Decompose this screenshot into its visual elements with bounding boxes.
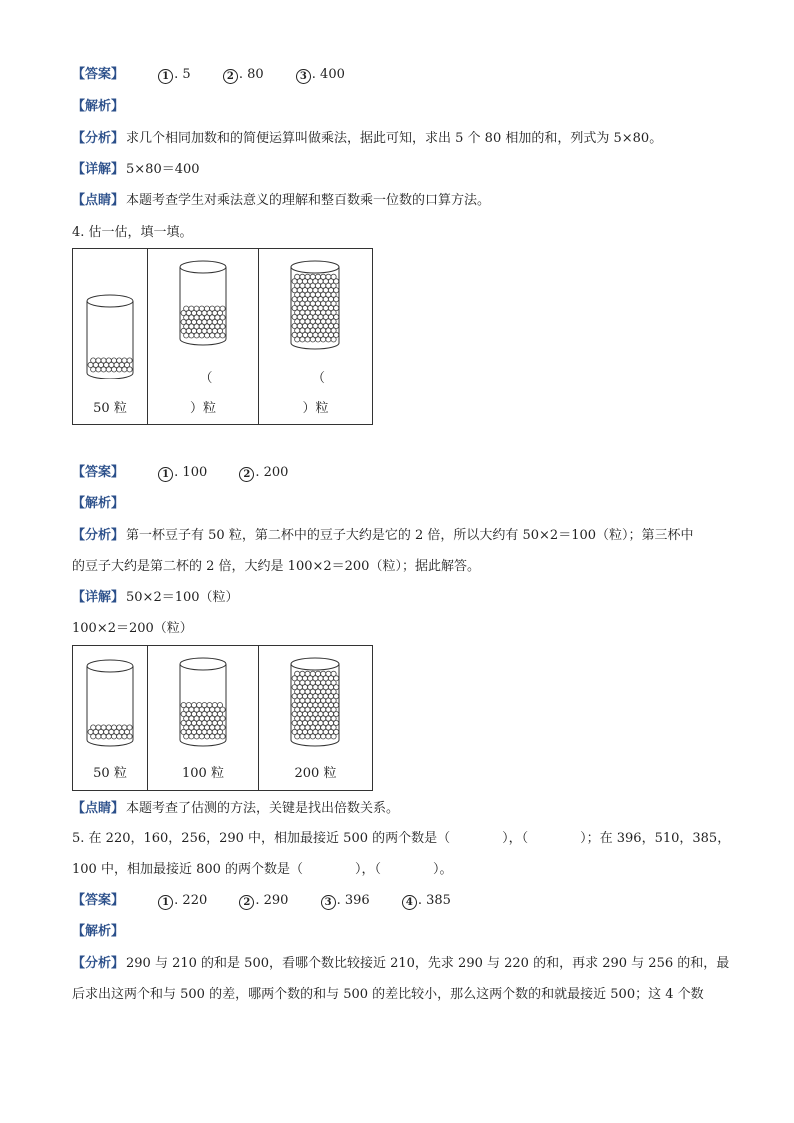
bean: [197, 703, 202, 708]
bean: [106, 358, 111, 363]
beans-group: [181, 306, 225, 338]
cup-cell-1: [73, 249, 148, 425]
answer-cup-cell-2: [148, 646, 259, 791]
bean: [204, 306, 209, 311]
cup-1-icon: [73, 249, 147, 379]
q5-analysis-heading: 【解析】: [72, 924, 125, 939]
beans-group: [88, 358, 132, 372]
bean: [326, 671, 331, 676]
q3-detail: 【详解】 5×80＝400: [72, 162, 200, 177]
bean: [122, 725, 127, 730]
q4-fenxi-2: 的豆子大约是第二杯的 2 倍，大约是 100×2＝200（粒）；据此解答。: [72, 559, 480, 574]
beans-group: [88, 725, 132, 739]
q4-answer-2: 2 . 200: [239, 464, 288, 482]
circled-number-1: 1: [158, 69, 173, 84]
q4-fenxi-1: 【分析】 第一杯豆子有 50 粒，第二杯中的豆子大约是它的 2 倍，所以大约有 50×2＝100（粒）；第三杯中: [72, 528, 694, 543]
bean: [321, 671, 326, 676]
beans-group: [292, 274, 339, 342]
answer-tag: 【答案】: [72, 465, 125, 480]
bean: [220, 306, 225, 311]
answer-cup-1-icon: [73, 646, 147, 756]
bean: [91, 725, 96, 730]
cup-rim: [87, 660, 133, 672]
bean: [127, 358, 132, 363]
q5-answer-line: [72, 892, 451, 910]
bean: [101, 725, 106, 730]
cup-bottom: [87, 740, 133, 746]
q4-detail-2: 100×2＝200（粒）: [72, 621, 193, 636]
bean: [117, 358, 122, 363]
cup-bottom: [180, 740, 226, 746]
cup-bottom: [291, 740, 339, 746]
answer-tag: 【答案】: [72, 893, 125, 908]
q3-fenxi: 【分析】 求几个相同加数和的简便运算叫做乘法，据此可知，求出 5 个 80 相加的和，列式为 5×80。: [72, 131, 663, 146]
bean: [111, 725, 116, 730]
bean: [117, 725, 122, 730]
q4-answer-1: 1 . 100: [158, 464, 207, 482]
cup-rim: [291, 261, 339, 273]
bean: [106, 725, 111, 730]
bean: [207, 703, 212, 708]
bean: [91, 358, 96, 363]
bean: [186, 703, 191, 708]
q3-answer-1: 1 . 5: [158, 66, 191, 84]
bean: [305, 671, 310, 676]
bean: [310, 671, 315, 676]
bean: [295, 671, 300, 676]
q4-answer-line: [72, 464, 288, 482]
q3-answer-2: 2 . 80: [223, 66, 264, 84]
cup-3-blank-open: （: [311, 371, 325, 386]
cup-rim: [291, 658, 339, 670]
beans-group: [181, 703, 225, 740]
answer-cup-cell-3: [259, 646, 373, 791]
q4-dianjing: 【点睛】 本题考查了估测的方法，关键是找出倍数关系。: [72, 801, 400, 816]
circled-number-2: 2: [239, 895, 254, 910]
cup-2-icon: [148, 249, 258, 359]
cup-cell-2: [148, 249, 259, 425]
q4-detail-1: 【详解】 50×2＝100（粒）: [72, 590, 239, 605]
bean: [212, 703, 217, 708]
circled-number-3: 3: [321, 895, 336, 910]
answer-cup-1-label: 50 粒: [93, 766, 127, 781]
q5-answer-4: 4 . 385: [402, 892, 451, 910]
q5-fenxi-2: 后求出这两个和与 500 的差，哪两个数的和与 500 的差比较小，那么这两个数的和就最接近 500；这 4 个数: [72, 987, 704, 1002]
circled-number-1: 1: [158, 895, 173, 910]
cups-table-question: [72, 248, 373, 425]
answer-cup-2-label: 100 粒: [182, 766, 224, 781]
cup-bottom: [291, 343, 339, 349]
bean: [199, 306, 204, 311]
cups-table-answer: [72, 645, 373, 791]
bean: [194, 306, 199, 311]
bean: [184, 306, 189, 311]
answer-cup-3-label: 200 粒: [294, 766, 337, 781]
bean: [101, 358, 106, 363]
answer-cup-cell-1: [73, 646, 148, 791]
bean: [215, 306, 220, 311]
circled-number-3: 3: [296, 69, 311, 84]
q5-fenxi-1: 【分析】 290 与 210 的和是 500，看哪个数比较接近 210，先求 290 与 220 的和，再求 290 与 256 的和，最: [72, 956, 730, 971]
answer-cup-2-icon: [148, 646, 258, 756]
cup-2-blank-open: （: [199, 371, 213, 386]
bean: [310, 274, 315, 279]
q3-answer-3: 3 . 400: [296, 66, 345, 84]
q5-question-2: 100 中，相加最接近 800 的两个数是（ ），（ ）。: [72, 862, 453, 877]
bean: [300, 671, 305, 676]
cup-cell-3: [259, 249, 373, 425]
bean: [202, 703, 207, 708]
bean: [189, 306, 194, 311]
cup-3-blank-close: ）粒: [302, 401, 329, 416]
q5-answer-3: 3 . 396: [321, 892, 370, 910]
q5-question-1: 5. 在 220，160，256，290 中，相加最接近 500 的两个数是（ ），（ ）；在 396，510，385，: [72, 831, 731, 846]
q4-question: 4. 估一估，填一填。: [72, 225, 193, 240]
bean: [326, 274, 331, 279]
q5-answer-1: 1 . 220: [158, 892, 207, 910]
bean: [315, 671, 320, 676]
bean: [96, 725, 101, 730]
bean: [127, 725, 132, 730]
bean: [111, 358, 116, 363]
q5-answer-2: 2 . 290: [239, 892, 288, 910]
bean: [210, 306, 215, 311]
answer-cup-3-icon: [259, 646, 372, 756]
cup-rim: [180, 261, 226, 273]
bean: [217, 703, 222, 708]
bean: [300, 274, 305, 279]
cup-2-blank-close: ）粒: [189, 401, 216, 416]
bean: [191, 703, 196, 708]
beans-group: [292, 671, 339, 739]
bean: [315, 274, 320, 279]
cup-1-label: 50 粒: [93, 401, 127, 416]
circled-number-2: 2: [223, 69, 238, 84]
circled-number-1: 1: [158, 467, 173, 482]
bean: [96, 358, 101, 363]
circled-number-2: 2: [239, 467, 254, 482]
q3-dianjing: 【点睛】 本题考查学生对乘法意义的理解和整百数乘一位数的口算方法。: [72, 193, 491, 208]
answer-tag: 【答案】: [72, 67, 125, 82]
bean: [181, 703, 186, 708]
q3-analysis-heading: 【解析】: [72, 99, 125, 114]
bean: [331, 274, 336, 279]
q3-answer-line: [72, 66, 345, 84]
bean: [305, 274, 310, 279]
circled-number-4: 4: [402, 895, 417, 910]
cup-3-icon: [259, 249, 372, 359]
bean: [122, 358, 127, 363]
cup-bottom: [87, 373, 133, 379]
q4-analysis-heading: 【解析】: [72, 496, 125, 511]
bean: [295, 274, 300, 279]
cup-rim: [87, 295, 133, 307]
bean: [331, 671, 336, 676]
cup-rim: [180, 658, 226, 670]
cup-bottom: [180, 339, 226, 345]
bean: [321, 274, 326, 279]
